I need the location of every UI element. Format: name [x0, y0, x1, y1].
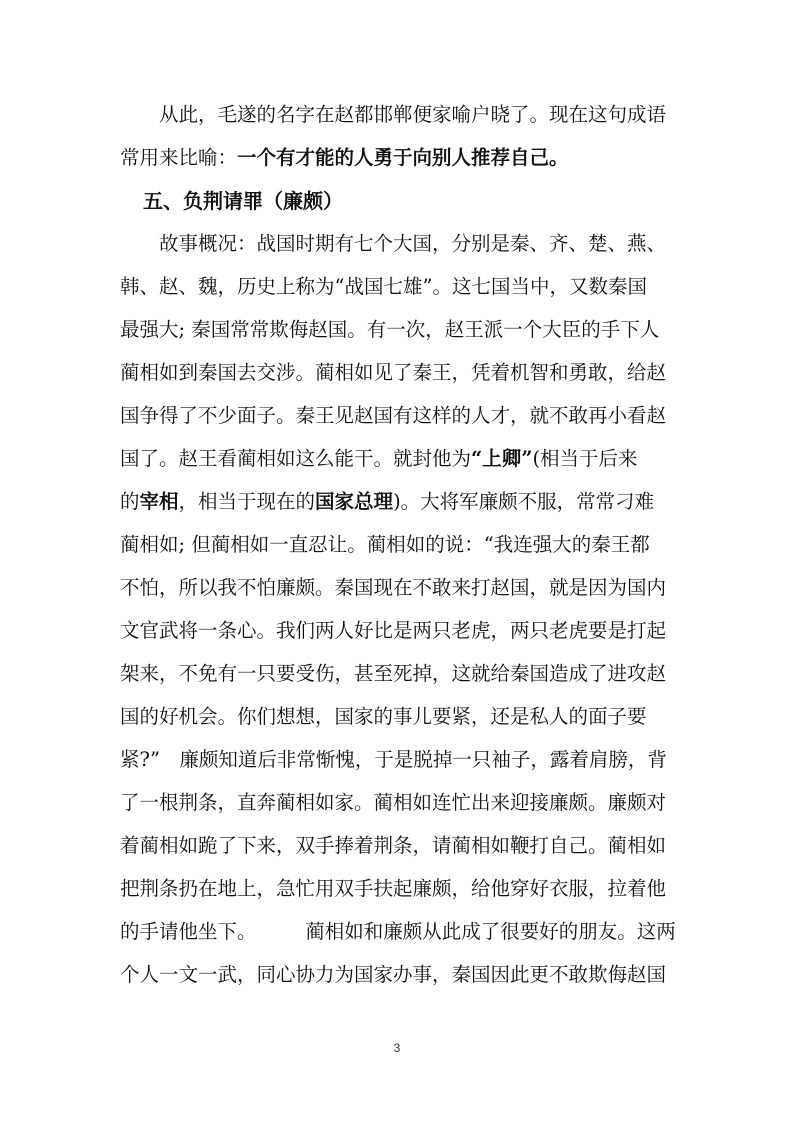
story-line-4: 蔺相如到秦国去交涉。蔺相如见了秦王，凭着机智和勇敢，给赵 [120, 361, 667, 384]
story-line-15: 着蔺相如跪了下来，双手捧着荆条，请蔺相如鞭打自己。蔺相如 [120, 834, 667, 857]
intro-line-2 [120, 143, 680, 173]
story-line-6-end: (相当于后来 [532, 447, 638, 470]
story-line-16: 把荆条扔在地上，急忙用双手扶起廉颇，给他穿好衣服，拉着他 [120, 877, 667, 900]
story-line-8: 蔺相如; 但蔺相如一直忍让。蔺相如的说：“我连强大的秦王都 [120, 533, 650, 556]
story-line-7-a: 的 [120, 490, 140, 513]
story-line-7 [120, 487, 680, 517]
term-zaixiang: 宰相 [139, 490, 179, 513]
story-line-10: 文官武将一条心。我们两人好比是两只老虎，两只老虎要是打起 [120, 619, 667, 642]
story-line-11: 架来，不免有一只要受伤，甚至死掉，这就给秦国造成了进攻赵 [120, 662, 667, 685]
story-line-7-e: )。大将军廉颇不服，常常刁难 [393, 490, 655, 513]
story-line-9: 不怕，所以我不怕廉颇。秦国现在不敢来打赵国，就是因为国内 [120, 576, 667, 599]
story-line-2: 韩、赵、魏，历史上称为“战国七雄”。这七国当中，又数秦国 [120, 275, 647, 298]
intro-line-2-text: 常用来比喻： [120, 146, 238, 169]
story-line-12: 国的好机会。你们想想，国家的事儿要紧，还是私人的面子要 [120, 705, 647, 728]
story-line-17: 的手请他坐下。 蔺相如和廉颇从此成了很要好的朋友。这两 [120, 920, 676, 943]
story-line-13: 紧?” 廉颇知道后非常惭愧，于是脱掉一只袖子，露着肩膀，背 [120, 748, 667, 771]
story-line-3: 最强大; 秦国常常欺侮赵国。有一次，赵王派一个大臣的手下人 [120, 318, 660, 341]
intro-line-1: 从此，毛遂的名字在赵都邯郸便家喻户晓了。现在这句成语 [120, 103, 667, 126]
story-line-7-c: ，相当于现在的 [178, 490, 316, 513]
story-line-1: 故事概况：战国时期有七个大国，分别是秦、齐、楚、燕、 [120, 232, 667, 255]
story-line-18: 个人一文一武，同心协力为国家办事，秦国因此更不敢欺侮赵国 [120, 963, 667, 986]
page-number: 3 [393, 1041, 401, 1055]
story-line-14: 了一根荆条，直奔蔺相如家。蔺相如连忙出来迎接廉颇。廉颇对 [120, 791, 667, 814]
story-line-5: 国争得了不少面子。秦王见赵国有这样的人才，就不敢再小看赵 [120, 404, 667, 427]
story-line-6-text: 国了。赵王看蔺相如这么能干。就封他为 [120, 447, 472, 470]
title-shangqing: “上卿” [471, 447, 533, 470]
idiom-meaning: 一个有才能的人勇于向别人推荐自己。 [237, 146, 569, 169]
story-line-6 [120, 444, 680, 474]
term-guojia-zongli: 国家总理 [315, 490, 394, 513]
section-heading: 五、负荆请罪（廉颇） [143, 189, 343, 213]
